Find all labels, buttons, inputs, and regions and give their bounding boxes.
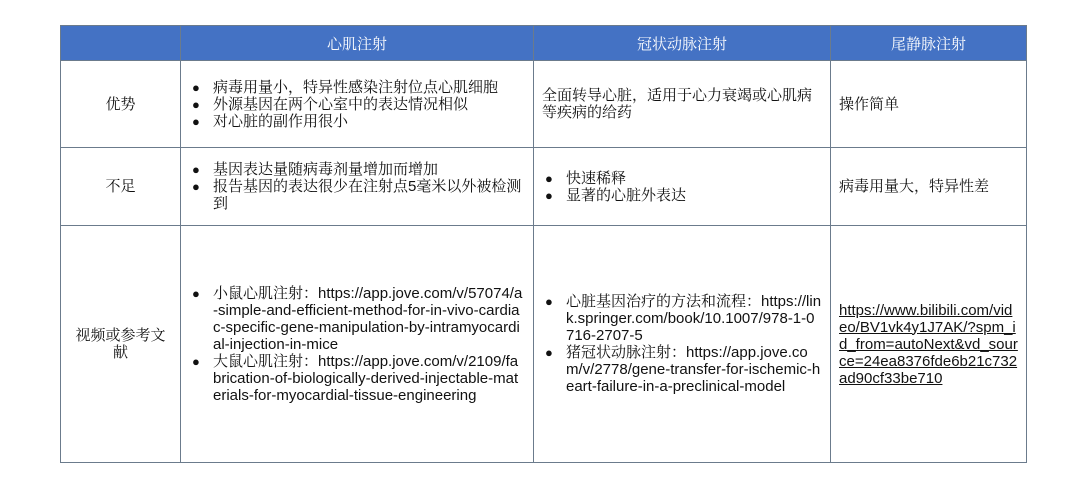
- cell-myo-disadvantages: [181, 148, 534, 226]
- cell-coronary-references: [534, 226, 831, 463]
- list-item: ● 外源基因在两个心室中的表达情况相似: [189, 96, 525, 113]
- list-item: ● 显著的心脏外表达: [542, 187, 822, 204]
- table-row: [61, 61, 1027, 148]
- cell-tail-advantages: 操作简单: [831, 61, 1027, 148]
- comparison-table: [60, 25, 1027, 463]
- reference-item: ● 大鼠心肌注射：https://app.jove.com/v/2109/fabrication-of-biologically-derived-injectable-materials-for-myocardial-tissue-engineering: [189, 353, 525, 404]
- header-tail-vein-injection: 尾静脉注射: [831, 26, 1027, 61]
- list-item: ● 病毒用量小，特异性感染注射位点心肌细胞: [189, 79, 525, 96]
- row-label-references: 视频或参考文献: [61, 226, 181, 463]
- cell-coronary-disadvantages: [534, 148, 831, 226]
- reference-item: ● 心脏基因治疗的方法和流程：https://link.springer.com/book/10.1007/978-1-0716-2707-5: [542, 293, 822, 344]
- cell-tail-disadvantages: 病毒用量大，特异性差: [831, 148, 1027, 226]
- row-label-disadvantages: 不足: [61, 148, 181, 226]
- list-item: ● 报告基因的表达很少在注射点5毫米以外被检测到: [189, 178, 525, 212]
- row-label-advantages: 优势: [61, 61, 181, 148]
- cell-coronary-advantages: 全面转导心脏，适用于心力衰竭或心肌病等疾病的给药: [534, 61, 831, 148]
- header-corner: [61, 26, 181, 61]
- list-item: ● 对心脏的副作用很小: [189, 113, 525, 130]
- table-row: [61, 148, 1027, 226]
- list-item: ● 基因表达量随病毒剂量增加而增加: [189, 161, 525, 178]
- list-item: ● 快速稀释: [542, 170, 822, 187]
- reference-item: ● 猪冠状动脉注射：https://app.jove.com/v/2778/gene-transfer-for-ischemic-heart-failure-in-a-preclinical-model: [542, 344, 822, 395]
- header-row: [61, 26, 1027, 61]
- cell-myo-references: [181, 226, 534, 463]
- bilibili-video-link[interactable]: https://www.bilibili.com/video/BV1vk4y1J7AK/?spm_id_from=autoNext&vd_source=24ea8376fde6b21c732ad90cf33be710: [839, 301, 1018, 387]
- header-coronary-injection: 冠状动脉注射: [534, 26, 831, 61]
- cell-myo-advantages: [181, 61, 534, 148]
- reference-item: ● 小鼠心肌注射：https://app.jove.com/v/57074/a-simple-and-efficient-method-for-in-vivo-cardiac-specific-gene-manipulation-by-intramyocardial-injection-in-mice: [189, 285, 525, 353]
- header-myocardial-injection: 心肌注射: [181, 26, 534, 61]
- table-row: [61, 226, 1027, 463]
- cell-tail-references: [831, 226, 1027, 463]
